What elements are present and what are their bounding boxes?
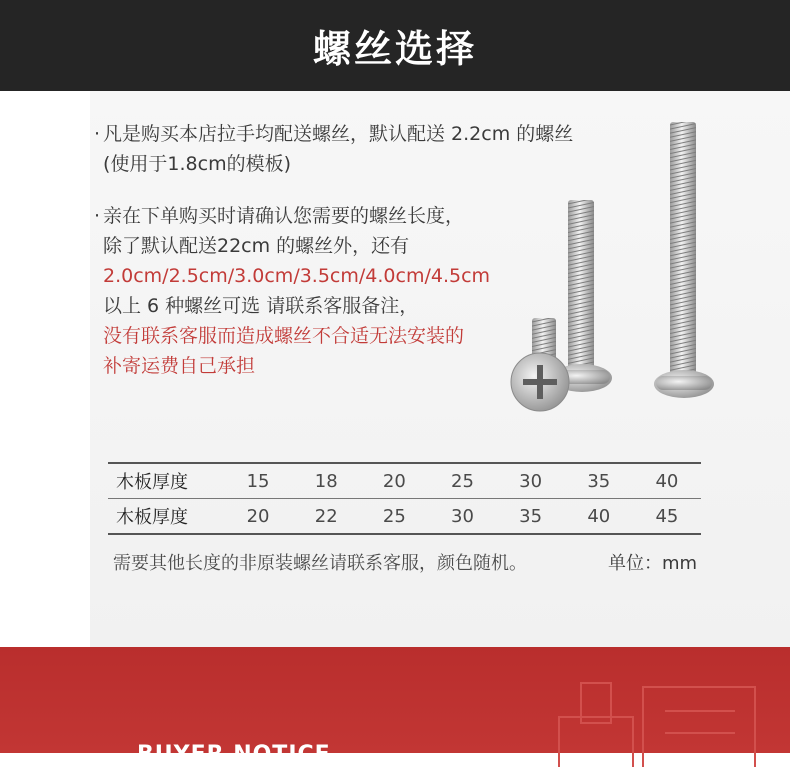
buyer-notice-banner: [0, 647, 790, 767]
table-row: [108, 499, 701, 535]
detail-line-1: 亲在下单购买时请确认您需要的螺丝长度，: [103, 205, 465, 227]
thickness-table: [108, 462, 701, 535]
buyer-notice-title: BUYER NOTICE: [137, 742, 331, 767]
intro-line-1: 凡是购买本店拉手均配送螺丝，默认配送 2.2cm 的螺丝: [103, 123, 574, 145]
table-cell: 30: [497, 463, 565, 499]
table-cell: 15: [224, 463, 292, 499]
screw-sizes-list: 2.0cm/2.5cm/3.0cm/3.5cm/4.0cm/4.5cm: [103, 265, 491, 287]
warning-line-1: 没有联系客服而造成螺丝不合适无法安装的: [103, 325, 465, 347]
intro-line-2: (使用于1.8cm的模板): [103, 153, 291, 175]
table-row: [108, 463, 701, 499]
table-cell: 30: [428, 499, 496, 535]
row-label: 木板厚度: [108, 463, 224, 499]
detail-paragraph: [94, 201, 490, 381]
warning-line-2: 补寄运费自己承担: [103, 355, 256, 377]
table-cell: 45: [633, 499, 701, 535]
page-title: 螺丝选择: [312, 27, 477, 71]
table-cell: 20: [224, 499, 292, 535]
unit-label: 单位：mm: [608, 553, 698, 574]
decorative-outline-glyph: [555, 677, 775, 767]
screws-photo: [500, 110, 740, 440]
table-cell: 40: [633, 463, 701, 499]
table-cell: 18: [292, 463, 360, 499]
row-label: 木板厚度: [108, 499, 224, 535]
long-screw: [654, 122, 714, 398]
detail-line-2: 除了默认配送22cm 的螺丝外，还有: [103, 235, 410, 257]
short-screw: [511, 318, 569, 411]
footnote: 需要其他长度的非原装螺丝请联系客服，颜色随机。: [113, 553, 527, 574]
detail-line-4: 以上 6 种螺丝可选 请联系客服备注，: [103, 295, 419, 317]
table-cell: 22: [292, 499, 360, 535]
bullet-mark: ·: [94, 205, 101, 227]
table-cell: 35: [565, 463, 633, 499]
table-cell: 25: [428, 463, 496, 499]
bullet-mark: ·: [94, 123, 101, 145]
table-cell: 35: [497, 499, 565, 535]
table-cell: 25: [360, 499, 428, 535]
table-cell: 40: [565, 499, 633, 535]
table-cell: 20: [360, 463, 428, 499]
header-bar: [0, 0, 790, 91]
